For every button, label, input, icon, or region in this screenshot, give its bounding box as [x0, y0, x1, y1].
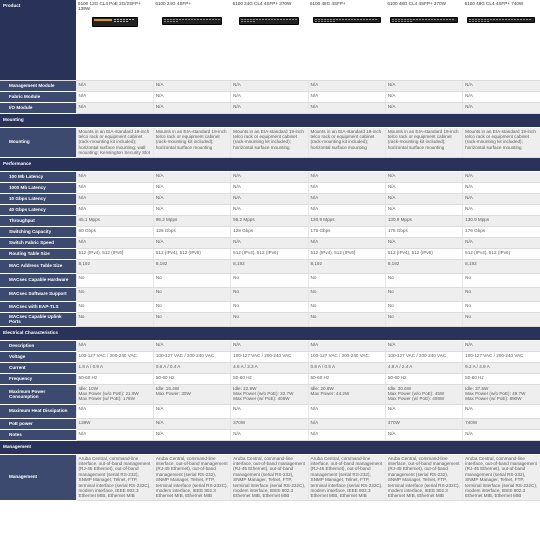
spec-value: N/A — [153, 171, 230, 182]
spec-value: No — [76, 287, 153, 301]
spec-value: No — [308, 273, 385, 287]
model-name: 6100 48G CL4 4SFP+ 740W — [464, 1, 524, 6]
spec-value: 100-127 VAC / 200-240 VAC — [463, 351, 540, 362]
spec-value: Mounts in an EIA-standard 19-inch telco rack or equipment cabinet (rack-mounting kit included); horizontal surface mounting — [385, 127, 462, 157]
spec-row-switching-capacity — [0, 226, 540, 237]
spec-value: N/A — [463, 193, 540, 204]
spec-value: 8,192 — [385, 259, 462, 273]
spec-value: N/A — [76, 182, 153, 193]
spec-value: N/A — [385, 237, 462, 248]
spec-value: N/A — [463, 80, 540, 91]
spec-value: 95.2 Mpps — [231, 215, 308, 226]
spec-value: No — [463, 273, 540, 287]
spec-value: N/A — [308, 102, 385, 113]
spec-value: N/A — [308, 91, 385, 102]
spec-value: Mounts in an EIA-standard 19-inch telco rack or equipment cabinet (rack-mounting kit included); horizontal surface mounting; wall mounting; Kensington Security Slot — [76, 127, 153, 157]
switch-wide-icon — [239, 17, 299, 25]
spec-value: N/A — [153, 429, 230, 440]
spec-value: N/A — [153, 102, 230, 113]
spec-value: N/A — [385, 429, 462, 440]
spec-value: Idle: 10W Max Power (w/o PoE): 21.9W Max Power (w/ PoE): 178W — [76, 384, 153, 404]
spec-value: 4.6 A / 2.3 A — [231, 362, 308, 373]
spec-value: Aruba Central, command-line interface, out-of-band management (RJ-45 Ethernet), out-of-band management (serial RS-232), SNMP Manager, Telnet, FTP, terminal interface (serial RS-232C), modem interface, IEEE 802.3 Ethernet MIB, Ethernet MIB — [231, 454, 308, 500]
spec-value: 512 (IPv4), 512 (IPv6) — [231, 248, 308, 259]
spec-value: N/A — [385, 91, 462, 102]
model-column — [308, 0, 385, 80]
spec-value: No — [153, 312, 230, 326]
spec-value: 8,192 — [463, 259, 540, 273]
row-label: Current — [0, 362, 76, 373]
spec-value: N/A — [231, 237, 308, 248]
spec-value: N/A — [463, 429, 540, 440]
spec-value: N/A — [308, 204, 385, 215]
spec-value: N/A — [463, 182, 540, 193]
model-name: 6100 12G CL4 PoE 2G/2SFP+ 139W — [78, 1, 141, 12]
spec-value: N/A — [463, 171, 540, 182]
spec-row-routing-table-size — [0, 248, 540, 259]
spec-value: Mounts in an EIA-standard 19-inch telco rack or equipment cabinet (rack-mounting kit included); horizontal surface mounting — [463, 127, 540, 157]
spec-value: N/A — [308, 340, 385, 351]
spec-value: No — [231, 287, 308, 301]
spec-row-current — [0, 362, 540, 373]
section-title: Electrical Characteristics — [0, 326, 540, 340]
spec-value: Aruba Central, command-line interface, out-of-band management (RJ-45 Ethernet), out-of-band management (serial RS-232), SNMP Manager, Telnet, FTP, terminal interface (serial RS-232C), modem interface, IEEE 802.3 Ethernet MIB, Ethernet MIB — [308, 454, 385, 500]
spec-row-10-gbps-latency — [0, 193, 540, 204]
spec-value: 176 Gbps — [308, 226, 385, 237]
row-label: MAC Address Table Size — [0, 259, 76, 273]
spec-value: 176 Gbps — [385, 226, 462, 237]
spec-value: 128 Gbps — [231, 226, 308, 237]
spec-row-1000-mb-latency — [0, 182, 540, 193]
spec-value: N/A — [231, 193, 308, 204]
spec-row-mounting — [0, 127, 540, 157]
row-label: 40 Gbps Latency — [0, 204, 76, 215]
spec-value: N/A — [76, 80, 153, 91]
spec-value: Idle: 15.4W Max Power: 30W — [153, 384, 230, 404]
spec-value: N/A — [153, 404, 230, 418]
model-column — [76, 0, 153, 80]
section-title: Mounting — [0, 113, 540, 127]
spec-value: No — [463, 287, 540, 301]
header-label: Product — [0, 0, 76, 80]
spec-value: 8,192 — [76, 259, 153, 273]
spec-row-i-o-module — [0, 102, 540, 113]
spec-row-frequency — [0, 373, 540, 384]
spec-value: N/A — [231, 404, 308, 418]
spec-value: 128 Gbps — [153, 226, 230, 237]
spec-value: N/A — [463, 91, 540, 102]
spec-value: N/A — [308, 404, 385, 418]
port-array-icon — [113, 18, 137, 23]
spec-value: Idle: 22.9W Max Power (w/o PoE): 32.7W Max Power (w/ PoE): 405W — [231, 384, 308, 404]
spec-value: Mounts in an EIA-standard 19-inch telco rack or equipment cabinet (rack-mounting kit included); horizontal surface mounting — [308, 127, 385, 157]
port-array-icon — [163, 18, 221, 23]
spec-value: No — [231, 273, 308, 287]
section-header-mounting — [0, 113, 540, 127]
spec-value: N/A — [153, 91, 230, 102]
row-label: Switching Capacity — [0, 226, 76, 237]
spec-row-macsec-capable-hardware — [0, 273, 540, 287]
spec-value: 0.8 A / 0.5 A — [308, 362, 385, 373]
spec-value: N/A — [308, 171, 385, 182]
spec-value: No — [463, 312, 540, 326]
switch-small-icon — [92, 17, 138, 27]
spec-value: 370W — [231, 418, 308, 429]
row-label: MACsec Software Support — [0, 287, 76, 301]
spec-value: 512 (IPv4), 512 (IPv6) — [153, 248, 230, 259]
port-array-icon — [240, 18, 298, 23]
row-label: PoE power — [0, 418, 76, 429]
spec-value: N/A — [76, 237, 153, 248]
spec-value: Idle: 20.6W Max Power: 44.2W — [308, 384, 385, 404]
row-label: MACsec with EAP-TLS — [0, 301, 76, 312]
model-name: 6100 48G 4SFP+ — [310, 1, 346, 6]
spec-row-notes — [0, 429, 540, 440]
row-label: Frequency — [0, 373, 76, 384]
port-array-icon — [314, 18, 380, 23]
spec-row-switch-fabric-speed — [0, 237, 540, 248]
spec-value: Mounts in an EIA-standard 19-inch telco rack or equipment cabinet (rack-mounting kit included); horizontal surface mounting — [153, 127, 230, 157]
spec-value: N/A — [385, 102, 462, 113]
spec-value: 1.8 A / 0.9 A — [76, 362, 153, 373]
spec-value: N/A — [308, 418, 385, 429]
section-header-electrical-characteristics — [0, 326, 540, 340]
model-name: 6100 24G 4SFP+ — [155, 1, 191, 6]
section-header-performance — [0, 157, 540, 171]
spec-value: N/A — [76, 91, 153, 102]
row-label: 1000 Mb Latency — [0, 182, 76, 193]
row-label: Mounting — [0, 127, 76, 157]
switch-long-icon — [313, 17, 381, 23]
spec-value: 50-60 Hz — [76, 373, 153, 384]
switch-long-icon — [390, 17, 458, 23]
spec-value: No — [308, 312, 385, 326]
spec-row-management — [0, 454, 540, 500]
spec-value: N/A — [231, 102, 308, 113]
section-header-management — [0, 440, 540, 454]
spec-value: 50-60 Hz — [463, 373, 540, 384]
spec-row-description — [0, 340, 540, 351]
spec-value: 512 (IPv4), 512 (IPv6) — [385, 248, 462, 259]
spec-row-100-mb-latency — [0, 171, 540, 182]
spec-value: 512 (IPv4), 512 (IPv6) — [76, 248, 153, 259]
row-label: Management Module — [0, 80, 76, 91]
model-column — [231, 0, 308, 80]
spec-value: 45.1 Mpps — [76, 215, 153, 226]
spec-value: No — [76, 273, 153, 287]
spec-value: N/A — [153, 237, 230, 248]
spec-value: N/A — [76, 340, 153, 351]
spec-value: No — [153, 287, 230, 301]
row-label: MACsec Capable Hardware — [0, 273, 76, 287]
spec-value: 139W — [76, 418, 153, 429]
row-label: I/O Module — [0, 102, 76, 113]
spec-value: 130.9 Mpps — [308, 215, 385, 226]
spec-value: N/A — [463, 204, 540, 215]
spec-value: 9.2 A / 4.9 A — [463, 362, 540, 373]
spec-value: Idle: 37.5W Max Power (w/o PoE): 49.7W Max Power (w/ PoE): 890W — [463, 384, 540, 404]
model-column — [385, 0, 462, 80]
spec-value: No — [385, 312, 462, 326]
row-label: Throughput — [0, 215, 76, 226]
spec-value: Aruba Central, command-line interface, out-of-band management (RJ-45 Ethernet), out-of-band management (serial RS-232), SNMP Manager, Telnet, FTP, terminal interface (serial RS-232C), modem interface, IEEE 802.3 Ethernet MIB, Ethernet MIB — [153, 454, 230, 500]
port-array-icon — [391, 18, 457, 23]
spec-value: No — [153, 273, 230, 287]
spec-value: 512 (IPv4), 512 (IPv6) — [308, 248, 385, 259]
spec-value: N/A — [76, 193, 153, 204]
spec-row-voltage — [0, 351, 540, 362]
spec-value: N/A — [385, 204, 462, 215]
spec-value: N/A — [153, 182, 230, 193]
spec-value: 8,192 — [308, 259, 385, 273]
spec-row-40-gbps-latency — [0, 204, 540, 215]
switch-long-icon — [467, 17, 535, 23]
spec-value: 100-127 VAC / 200-240 VAC — [76, 351, 153, 362]
spec-value: N/A — [76, 171, 153, 182]
spec-value: No — [76, 301, 153, 312]
spec-value: 100-127 VAC / 200-240 VAC — [385, 351, 462, 362]
row-label: MACsec Capable Uplink Ports — [0, 312, 76, 326]
spec-row-throughput — [0, 215, 540, 226]
spec-row-macsec-with-eap-tls — [0, 301, 540, 312]
spec-value: N/A — [463, 102, 540, 113]
spec-value: 8,192 — [153, 259, 230, 273]
spec-value: Aruba Central, command-line interface, out-of-band management (RJ-45 Ethernet), out-of-band management (serial RS-232), SNMP Manager, Telnet, FTP, terminal interface (serial RS-232C), modem interface, IEEE 802.3 Ethernet MIB, Ethernet MIB — [463, 454, 540, 500]
model-name: 6100 24G CL4 4SFP+ 370W — [232, 1, 292, 6]
spec-value: No — [308, 301, 385, 312]
spec-value: 100-127 VAC / 200-240 VAC — [153, 351, 230, 362]
spec-value: N/A — [153, 193, 230, 204]
spec-value: N/A — [463, 340, 540, 351]
row-label: Maximum Heat Dissipation — [0, 404, 76, 418]
spec-value: N/A — [231, 340, 308, 351]
spec-value: N/A — [385, 193, 462, 204]
spec-value: 50-60 Hz — [308, 373, 385, 384]
spec-row-management-module — [0, 80, 540, 91]
row-label: Fabric Module — [0, 91, 76, 102]
spec-value: 130.9 Mpps — [385, 215, 462, 226]
spec-value: N/A — [76, 204, 153, 215]
row-label: Voltage — [0, 351, 76, 362]
spec-value: No — [385, 273, 462, 287]
spec-row-mac-address-table-size — [0, 259, 540, 273]
spec-value: 0.6 A / 0.4 A — [153, 362, 230, 373]
row-label: 10 Gbps Latency — [0, 193, 76, 204]
spec-value: No — [385, 301, 462, 312]
spec-value: N/A — [463, 237, 540, 248]
spec-value: N/A — [385, 404, 462, 418]
spec-row-macsec-capable-uplink-ports — [0, 312, 540, 326]
spec-value: No — [463, 301, 540, 312]
spec-value: 50-60 Hz — [231, 373, 308, 384]
switch-wide-icon — [162, 17, 222, 25]
spec-value: Idle: 30.6W Max Power (w/o PoE): 45W Max Power (w/ PoE): 408W — [385, 384, 462, 404]
spec-value: No — [231, 312, 308, 326]
spec-value: 100-127 VAC / 200-240 VAC — [308, 351, 385, 362]
spec-value: No — [231, 301, 308, 312]
spec-value: N/A — [231, 80, 308, 91]
row-label: Management — [0, 454, 76, 500]
spec-row-macsec-software-support — [0, 287, 540, 301]
row-label: Notes — [0, 429, 76, 440]
spec-value: N/A — [153, 418, 230, 429]
spec-value: No — [308, 287, 385, 301]
row-label: 100 Mb Latency — [0, 171, 76, 182]
model-column — [153, 0, 230, 80]
spec-value: N/A — [463, 404, 540, 418]
spec-value: 740W — [463, 418, 540, 429]
spec-value: N/A — [385, 171, 462, 182]
spec-row-poe-power — [0, 418, 540, 429]
spec-value: N/A — [308, 80, 385, 91]
model-header-row — [0, 0, 540, 80]
brand-mark-icon — [94, 19, 112, 21]
spec-value: N/A — [308, 182, 385, 193]
section-title: Performance — [0, 157, 540, 171]
spec-value: 512 (IPv4), 512 (IPv6) — [463, 248, 540, 259]
spec-value: N/A — [385, 340, 462, 351]
spec-value: Mounts in an EIA-standard 19-inch telco rack or equipment cabinet (rack-mounting kit included); horizontal surface mounting — [231, 127, 308, 157]
spec-value: N/A — [76, 429, 153, 440]
spec-value: No — [76, 312, 153, 326]
spec-value: 370W — [385, 418, 462, 429]
spec-value: N/A — [76, 404, 153, 418]
spec-value: N/A — [153, 204, 230, 215]
spec-value: N/A — [231, 182, 308, 193]
spec-value: Aruba Central, command-line interface, out-of-band management (RJ-45 Ethernet), out-of-band management (serial RS-232), SNMP Manager, Telnet, FTP, terminal interface (serial RS-232C), modem interface, IEEE 802.3 Ethernet MIB, Ethernet MIB — [76, 454, 153, 500]
section-title: Management — [0, 440, 540, 454]
spec-value: Aruba Central, command-line interface, out-of-band management (RJ-45 Ethernet), out-of-band management (serial RS-232), SNMP Manager, Telnet, FTP, terminal interface (serial RS-232C), modem interface, IEEE 802.3 Ethernet MIB, Ethernet MIB — [385, 454, 462, 500]
row-label: Routing Table Size — [0, 248, 76, 259]
spec-value: N/A — [231, 171, 308, 182]
spec-value: N/A — [231, 204, 308, 215]
spec-row-maximum-power-consumption — [0, 384, 540, 404]
spec-value: 130.9 Mpps — [463, 215, 540, 226]
spec-value: 4.9 A / 2.4 A — [385, 362, 462, 373]
row-label: Switch Fabric Speed — [0, 237, 76, 248]
model-name: 6100 48G CL4 4SFP+ 370W — [387, 1, 446, 6]
spec-value: No — [153, 301, 230, 312]
spec-value: 95.2 Mpps — [153, 215, 230, 226]
model-column — [463, 0, 540, 80]
spec-row-maximum-heat-dissipation — [0, 404, 540, 418]
port-array-icon — [468, 18, 534, 23]
spec-value: N/A — [308, 429, 385, 440]
spec-value: No — [385, 287, 462, 301]
spec-value: 176 Gbps — [463, 226, 540, 237]
spec-value: N/A — [153, 80, 230, 91]
spec-value: 50-60 Hz — [385, 373, 462, 384]
spec-value: N/A — [231, 429, 308, 440]
spec-value: 60 Gbps — [76, 226, 153, 237]
spec-value: N/A — [231, 91, 308, 102]
spec-value: 100-127 VAC / 200-240 VAC — [231, 351, 308, 362]
spec-value: N/A — [308, 237, 385, 248]
spec-value: 50-60 Hz — [153, 373, 230, 384]
spec-value: N/A — [385, 182, 462, 193]
row-label: Description — [0, 340, 76, 351]
spec-value: N/A — [76, 102, 153, 113]
spec-value: 8,192 — [231, 259, 308, 273]
spec-row-fabric-module — [0, 91, 540, 102]
row-label: Maximum Power Consumption — [0, 384, 76, 404]
spec-value: N/A — [153, 340, 230, 351]
spec-value: N/A — [385, 80, 462, 91]
spec-value: N/A — [308, 193, 385, 204]
